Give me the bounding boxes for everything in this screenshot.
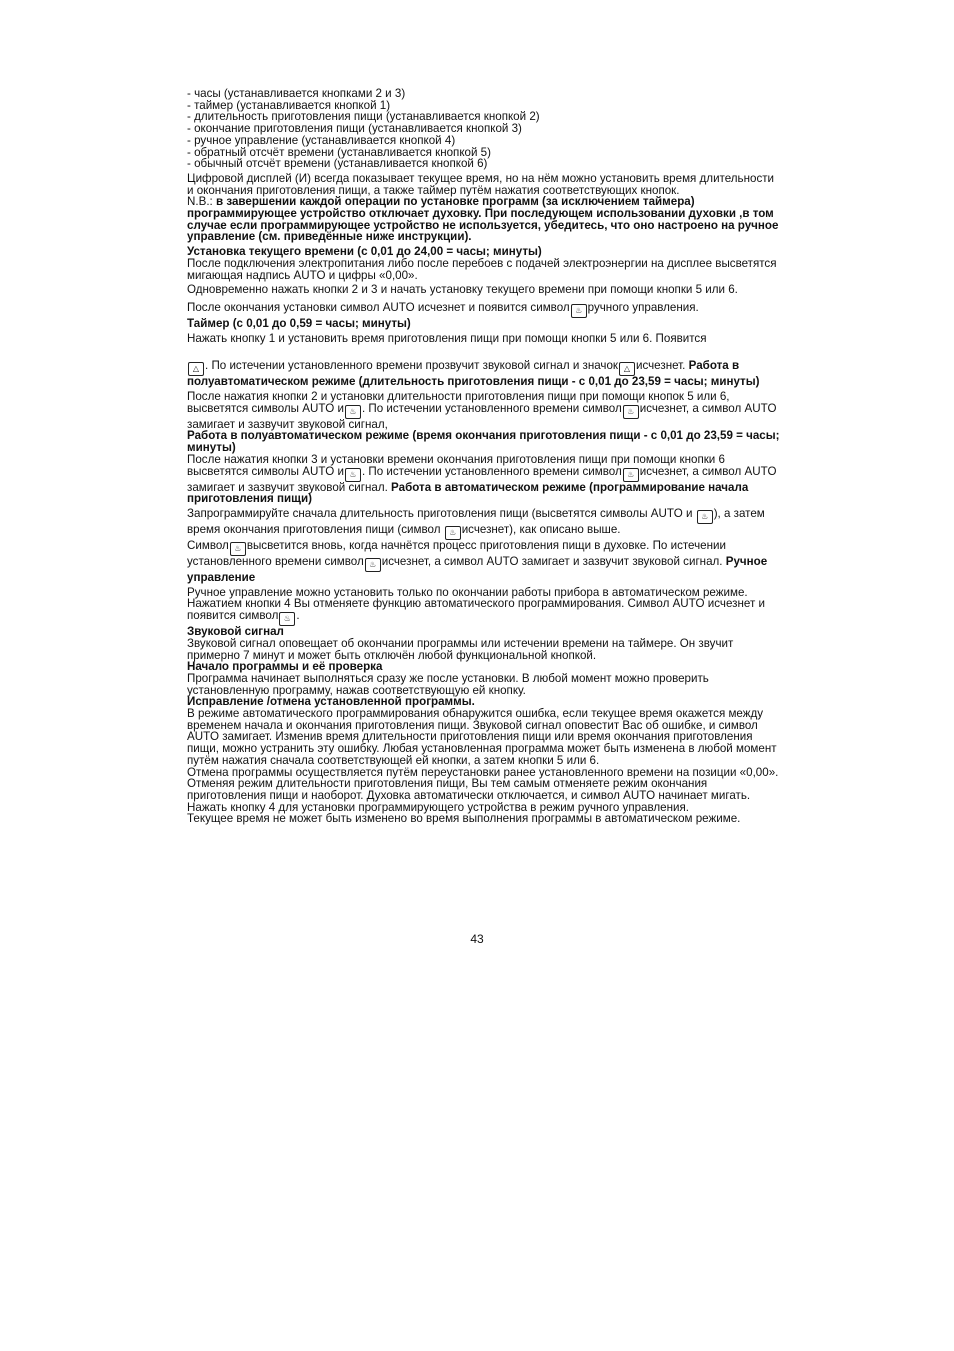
timer-paragraph-2 xyxy=(187,360,781,388)
time-text-b: ручного управления. xyxy=(587,300,699,314)
timer-paragraph-1: Нажать кнопку 1 и установить время приготовления пищи при помощи кнопки 5 или 6. Появится xyxy=(187,331,707,345)
timer-text-a: . По истечении установленного времени прозвучит звуковой сигнал и значок xyxy=(205,359,618,373)
manual2-text: Нажатием кнопки 4 Вы отменяете функцию автоматического программирования. Символ AUTO исчезнет и появится символ xyxy=(187,597,765,623)
auto2-text-a: Символ xyxy=(187,538,229,552)
semi-end-heading: Работа в полуавтоматическом режиме (время окончания приготовления пищи - с 0,01 до 23,59 = часы; минуты) xyxy=(187,429,780,455)
bell-icon: △ xyxy=(188,362,204,376)
semi1-text-b: . По истечении установленного времени символ xyxy=(361,401,622,415)
fix-paragraph-1: В режиме автоматического программирования обнаружится ошибка, если текущее время окажется между временем начала и окончания приготовления пищи. Звуковой сигнал оповестит Вас об ошибке, и символ AUTO замигает. Изменив время длительности приготовления пищи или время окончания приготовления пищи, можно устранить эту ошибку. Любая установленная программа может быть изменена в любой момент путём нажатия сначала соответствующей ей кнопки, а затем кнопки 5 или 6. xyxy=(187,707,777,767)
sound-paragraph: Звуковой сигнал оповещает об окончании программы или истечении времени на таймере. Он звучит примерно 7 минут и может быть отключён любой функциональной кнопкой. xyxy=(187,636,734,662)
time-paragraph-2: Одновременно нажать кнопки 2 и 3 и начать установку текущего времени при помощи кнопки 5 или 6. xyxy=(187,283,738,297)
time-paragraph-1: После подключения электропитания либо после перебоев с подачей электроэнергии на дисплее высветятся мигающая надпись AUTO и цифры «0,00». xyxy=(187,256,777,282)
list-item: - обратный отсчёт времени (устанавливается кнопкой 5) xyxy=(187,145,491,159)
pot-icon: ♨ xyxy=(230,542,246,556)
list-item: - ручное управление (устанавливается кнопкой 4) xyxy=(187,133,456,147)
time-heading: Установка текущего времени (с 0,01 до 24,00 = часы; минуты) xyxy=(187,245,542,259)
list-item: - таймер (устанавливается кнопкой 1) xyxy=(187,98,391,112)
sound-heading: Звуковой сигнал xyxy=(187,625,284,639)
fix-heading: Исправление /отмена установленной программы. xyxy=(187,695,475,709)
list-item: - обычный отсчёт времени (устанавливается кнопкой 6) xyxy=(187,157,488,171)
semi1-text-c: исчезнет, а символ AUTO замигает и зазвучит звуковой сигнал, xyxy=(187,401,777,431)
start-paragraph: Программа начинает выполняться сразу же после установки. В любой момент можно проверить установленную программу, нажав соответствующую ей кнопку. xyxy=(187,671,709,697)
semi2-text-c: исчезнет, а символ AUTO замигает и зазвучит звуковой сигнал. xyxy=(187,464,777,494)
fix-paragraph-4: Нажать кнопку 4 для установки программирующего устройства в режим ручного управления. xyxy=(187,800,689,814)
display-paragraph: Цифровой дисплей (И) всегда показывает текущее время, но на нём можно установить время длительности и окончания приготовления пищи, а также таймер путём нажатия соответствующих кнопок. xyxy=(187,171,775,197)
semi1-text-a: После нажатия кнопки 2 и установки длительности приготовления пищи при помощи кнопок 5 или 6, высветятся символы AUTO и xyxy=(187,390,730,415)
pot-icon: ♨ xyxy=(571,304,587,318)
pot-icon: ♨ xyxy=(365,558,381,572)
auto-paragraph-1 xyxy=(187,508,781,540)
bell-icon: △ xyxy=(619,362,635,376)
timer-text-b: исчезнет. xyxy=(636,359,686,373)
fix-paragraph-5: Текущее время не может быть изменено во время выполнения программы в автоматическом режиме. xyxy=(187,812,741,826)
pot-icon: ♨ xyxy=(345,405,361,419)
nb-prefix: N.B.: xyxy=(187,195,216,209)
pot-icon: ♨ xyxy=(623,468,639,482)
start-heading: Начало программы и её проверка xyxy=(187,660,383,674)
semi-duration-paragraph xyxy=(187,391,781,430)
auto1-text-a: Запрограммируйте сначала длительность приготовления пищи (высветятся символы AUTO и xyxy=(187,506,693,520)
fix-paragraph-3: приготовления пищи и наоборот. Духовка автоматически отключается, и символ AUTO начинает мигать. xyxy=(187,788,751,802)
timer-heading: Таймер (с 0,01 до 0,59 = часы; минуты) xyxy=(187,316,411,330)
manual-paragraph-1: Ручное управление можно установить только по окончании работы прибора в автоматическом режиме. xyxy=(187,585,748,599)
pot-icon: ♨ xyxy=(345,468,361,482)
pot-icon: ♨ xyxy=(697,510,713,524)
pot-icon: ♨ xyxy=(279,612,295,626)
list-item: - длительность приготовления пищи (устанавливается кнопкой 2) xyxy=(187,110,540,124)
time-paragraph-3 xyxy=(187,302,781,318)
auto-paragraph-2 xyxy=(187,540,781,584)
manual-heading: Ручное управление xyxy=(187,554,768,584)
page-number: 43 xyxy=(470,932,484,946)
semi-duration-heading: Работа в полуавтоматическом режиме (длительность приготовления пищи - с 0,01 до 23,59 = часы; минуты) xyxy=(187,359,760,389)
list-item: - часы (устанавливается кнопками 2 и 3) xyxy=(187,87,406,100)
semi2-text-a: После нажатия кнопки 3 и установки времени окончания приготовления пищи при помощи кнопки 6 высветятся символы AUTO и xyxy=(187,452,725,478)
manual-page xyxy=(187,88,781,825)
auto2-text-b: высветится вновь, когда начнётся процесс приготовления пищи в духовке. По истечении установленного времени символ xyxy=(187,538,726,568)
time-text-a: После окончания установки символ AUTO исчезнет и появится символ xyxy=(187,300,570,314)
fix-paragraph-2: Отмена программы осуществляется путём переустановки ранее установленного времени на позиции «0,00». Отменяя режим длительности приготовления пищи, Вы тем самым отменяете режим окончания xyxy=(187,765,779,791)
pot-icon: ♨ xyxy=(445,526,461,540)
semi2-text-b: . По истечении установленного времени символ xyxy=(361,464,622,478)
nb-paragraph xyxy=(187,196,781,243)
semi-end-paragraph xyxy=(187,454,781,505)
auto2-text-c: исчезнет, а символ AUTO замигает и зазвучит звуковой сигнал. xyxy=(381,554,723,568)
nb-bold: в завершении каждой операции по установке программ (за исключением таймера) программирующее устройство отключает духовку. При последующем использовании духовки ,в том случае если программирующее устройство не используется, убедитесь, что оно настроено на ручное управление (см. приведённые ниже инструкции). xyxy=(187,195,779,244)
function-list xyxy=(187,88,781,170)
auto1-text-b: ), а затем время окончания приготовления пищи (символ xyxy=(187,506,765,536)
auto1-text-c: исчезнет), как описано выше. xyxy=(461,522,621,536)
auto-heading: Работа в автоматическом режиме (программирование начала приготовления пищи) xyxy=(187,480,749,506)
list-item: - окончание приготовления пищи (устанавливается кнопкой 3) xyxy=(187,122,522,136)
pot-icon: ♨ xyxy=(623,405,639,419)
manual-paragraph-2: Нажатием кнопки 4 Вы отменяете функцию автоматического программирования. Символ AUTO исчезнет и появится символ ♨ . xyxy=(187,598,781,626)
